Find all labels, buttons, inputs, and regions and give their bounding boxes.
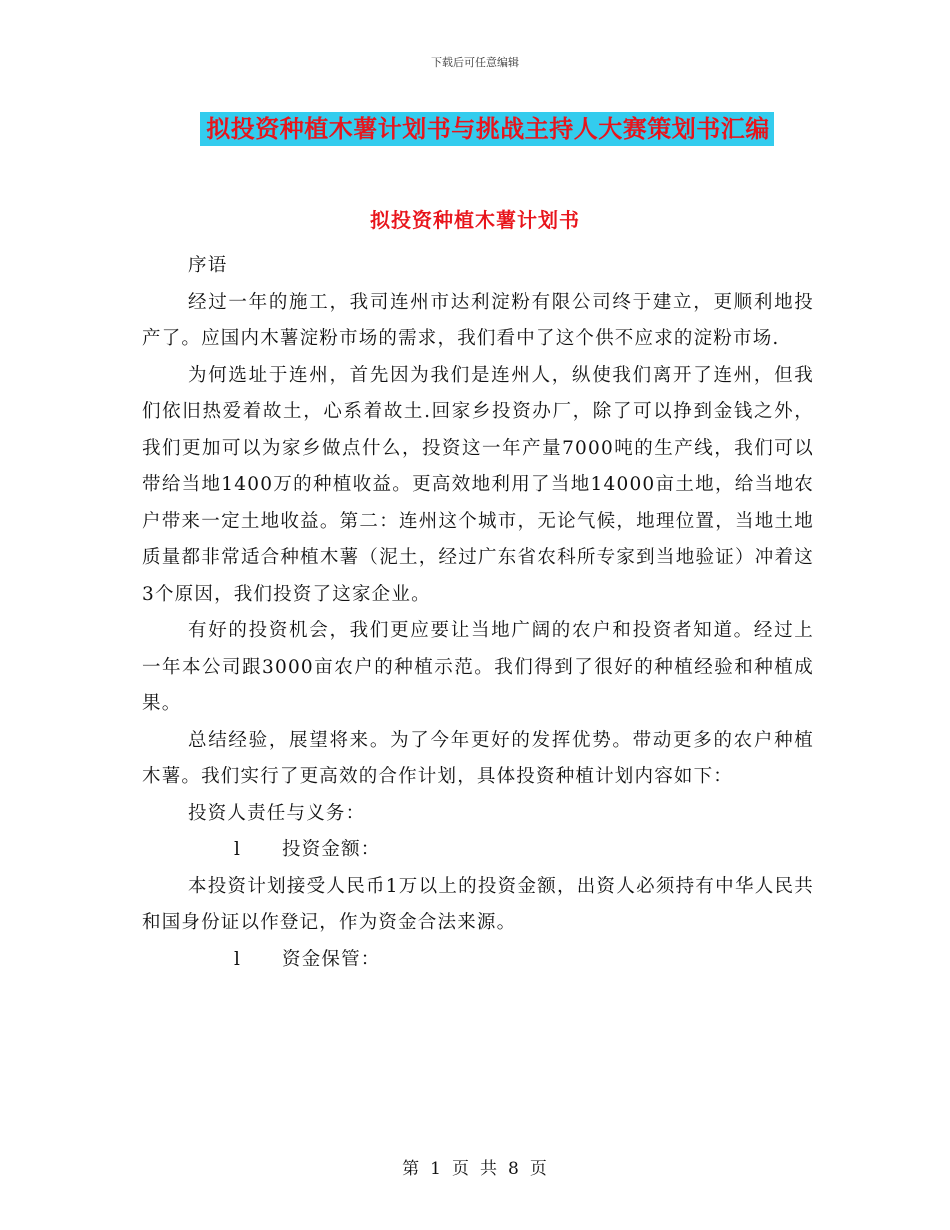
document-title: 拟投资种植木薯计划书与挑战主持人大赛策划书汇编 <box>200 112 774 146</box>
paragraph: 有好的投资机会，我们更应要让当地广阔的农户和投资者知道。经过上一年本公司跟3000亩农户的种植示范。我们得到了很好的种植经验和种植成果。 <box>142 620 814 714</box>
section-title: 拟投资种植木薯计划书 <box>370 208 580 232</box>
footer-mid: 页 <box>452 1159 470 1179</box>
footer-total-prefix: 共 <box>480 1159 498 1179</box>
list-item-label: 资金保管： <box>282 948 381 970</box>
page-footer <box>0 1154 950 1179</box>
header-note: 下载后可任意编辑 <box>431 56 519 69</box>
list-bullet: l <box>234 948 242 970</box>
paragraph: 投资人责任与义务： <box>188 802 366 824</box>
list-item-investment-amount <box>142 832 814 869</box>
footer-page-number: 1 <box>430 1159 442 1179</box>
list-item-fund-custody <box>142 942 814 979</box>
paragraph: 总结经验，展望将来。为了今年更好的发挥优势。带动更多的农户种植木薯。我们实行了更高效的合作计划，具体投资种植计划内容如下： <box>142 729 814 787</box>
footer-total-pages: 8 <box>508 1159 520 1179</box>
paragraph: 本投资计划接受人民币1万以上的投资金额，出资人必须持有中华人民共和国身份证以作登记，作为资金合法来源。 <box>142 875 814 933</box>
footer-suffix: 页 <box>529 1159 548 1179</box>
paragraph-preface: 序语 <box>188 255 228 276</box>
footer-prefix: 第 <box>402 1159 421 1179</box>
paragraph: 经过一年的施工，我司连州市达利淀粉有限公司终于建立，更顺利地投产了。应国内木薯淀粉市场的需求，我们看中了这个供不应求的淀粉市场. <box>142 291 814 349</box>
paragraph: 为何选址于连州，首先因为我们是连州人，纵使我们离开了连州，但我们依旧热爱着故土，心系着故土.回家乡投资办厂，除了可以挣到金钱之外，我们更加可以为家乡做点什么，投资这一年产量7000吨的生产线，我们可以带给当地1400万的种植收益。更高效地利用了当地14000亩土地，给当地农户带来一定土地收益。第二：连州这个城市，无论气候，地理位置，当地土地质量都非常适合种植木薯（泥土，经过广东省农科所专家到当地验证）冲着这3个原因，我们投资了这家企业。 <box>142 364 814 605</box>
document-body <box>142 248 814 978</box>
list-bullet: l <box>234 839 242 860</box>
doc-title-wrap <box>0 112 950 146</box>
list-item-label: 投资金额： <box>282 839 381 860</box>
